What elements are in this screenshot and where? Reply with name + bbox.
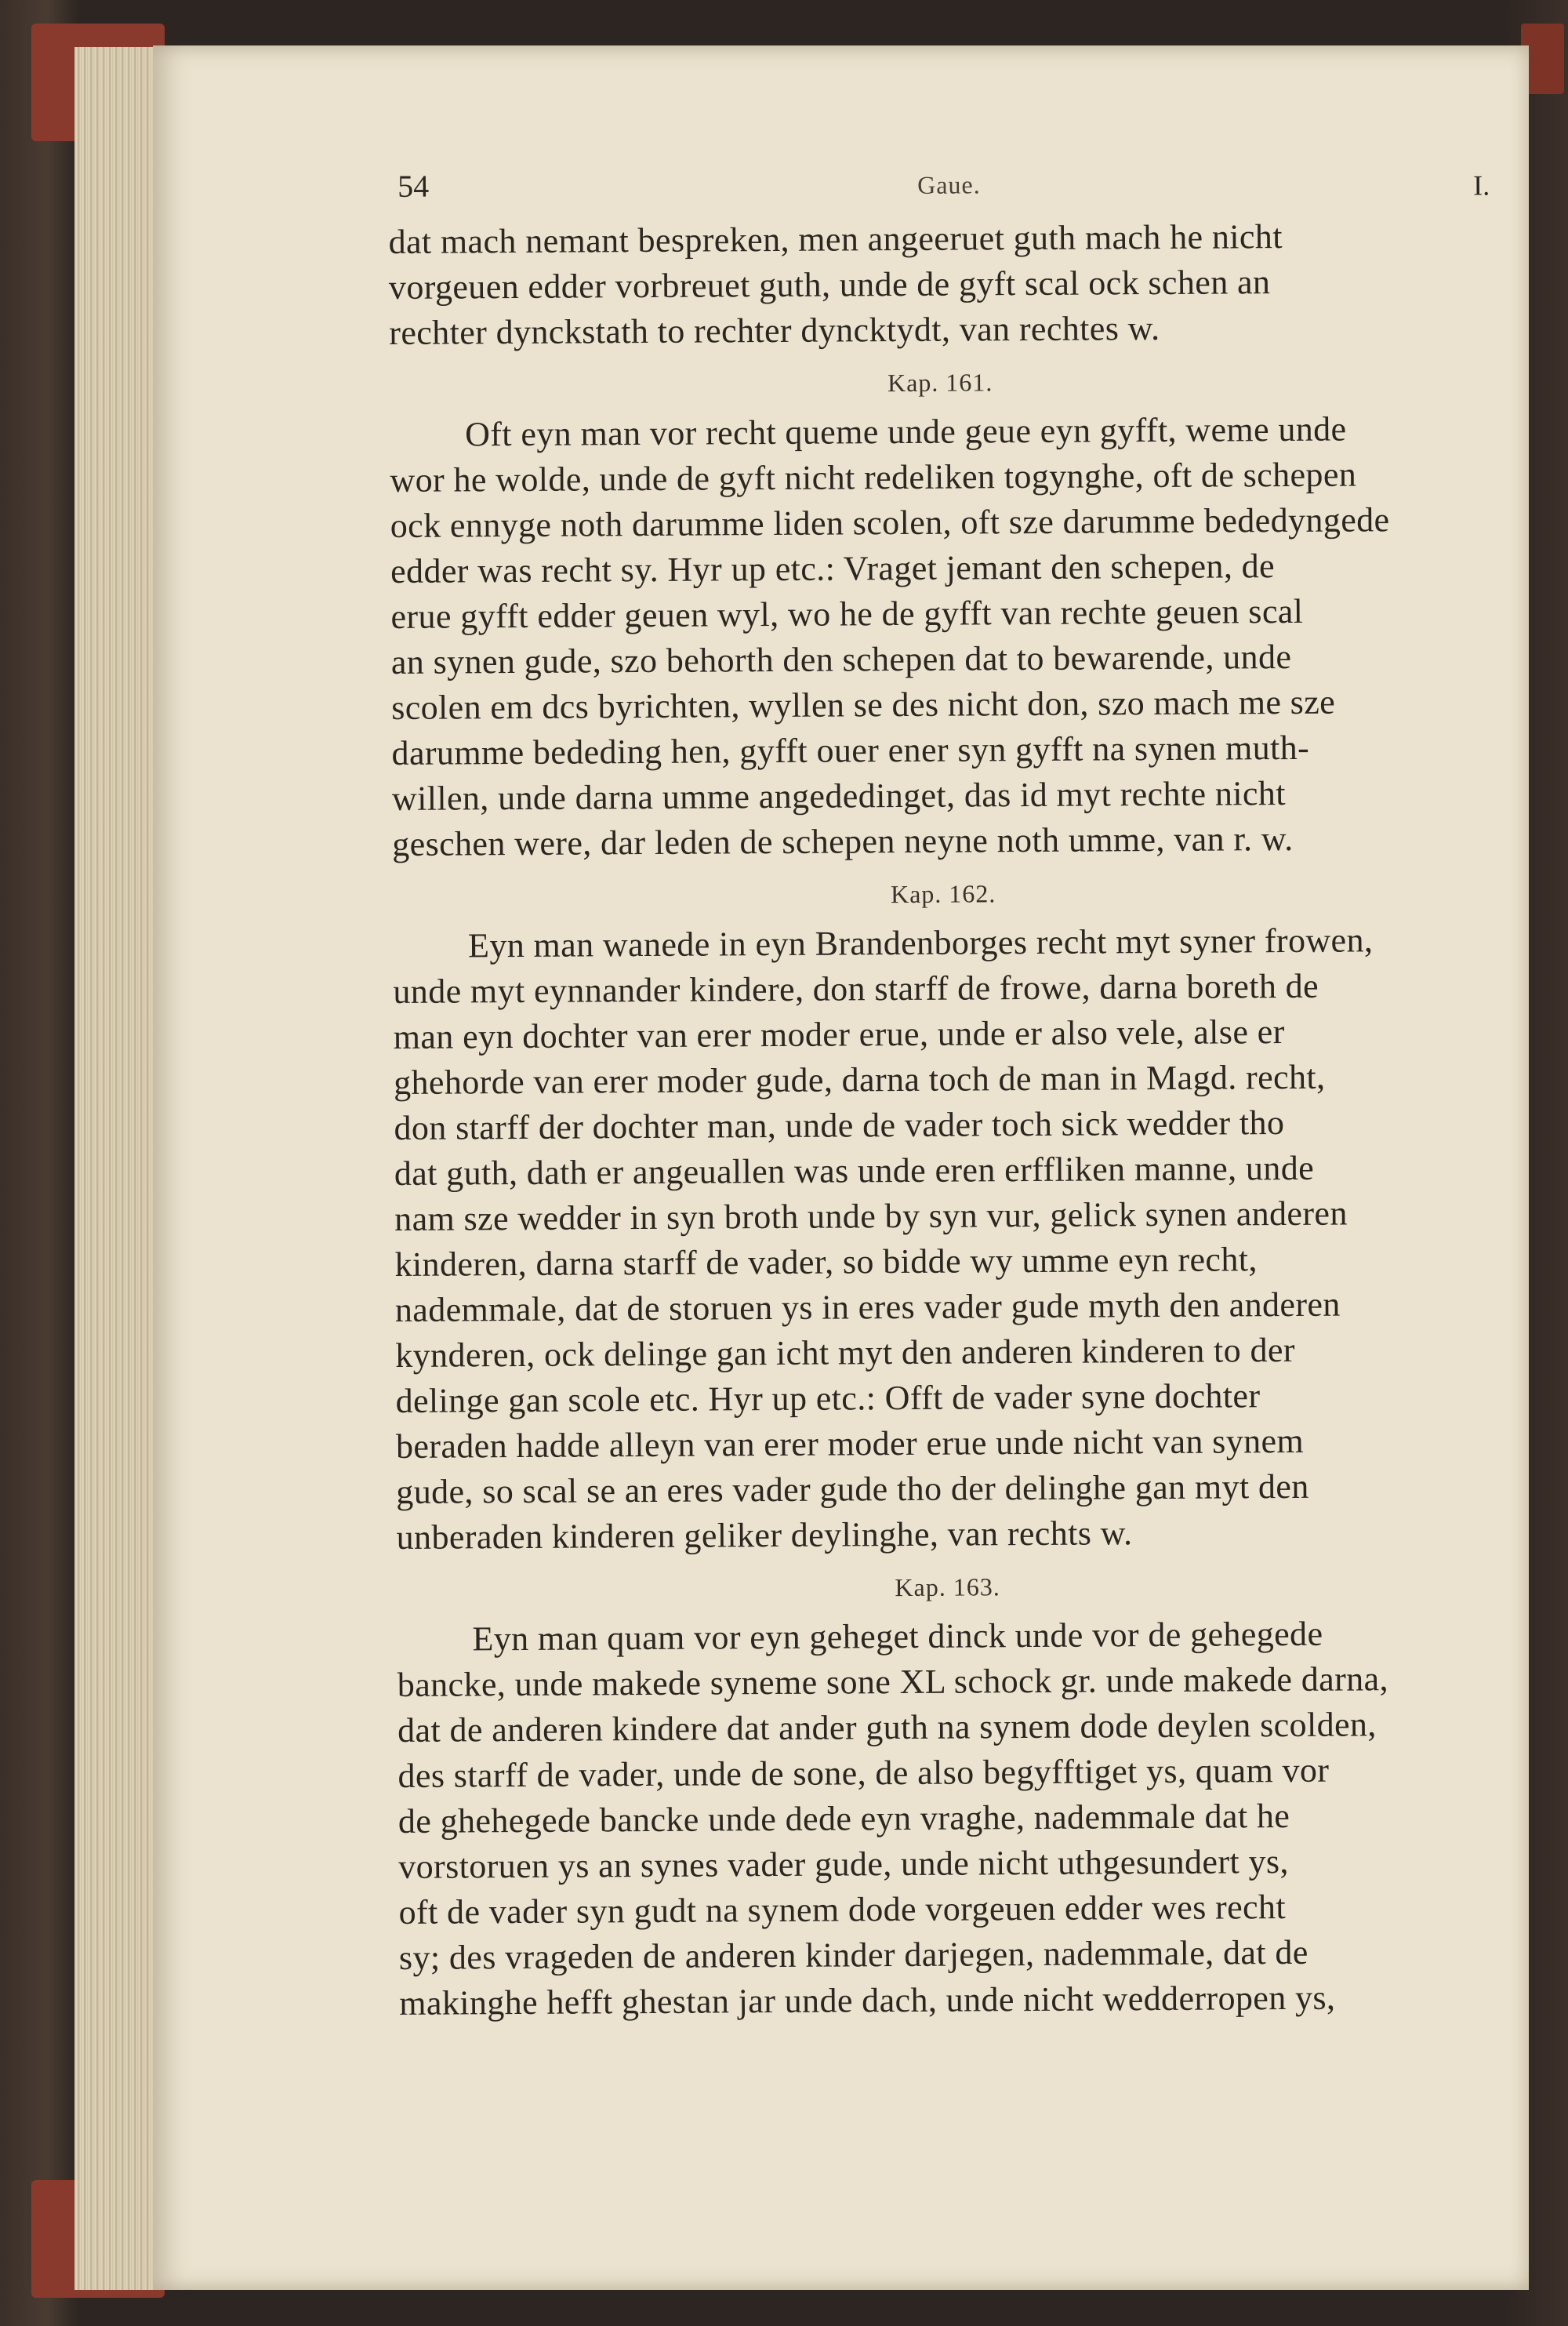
text-line: nademmale, dat de storuen ys in eres vader gude myth den anderen xyxy=(394,1285,1341,1329)
running-head: Gaue. xyxy=(917,170,981,199)
text-line: beraden hadde alleyn van erer moder erue unde nicht van synem xyxy=(395,1421,1305,1466)
text-line: Oft eyn man vor recht queme unde geue eyn gyfft, weme unde xyxy=(464,409,1347,454)
text-line: Eyn man quam vor eyn geheget dinck unde vor de gehegede xyxy=(472,1614,1323,1659)
text-line: kinderen, darna starff de vader, so bidde wy umme eyn recht, xyxy=(394,1240,1258,1284)
page-text xyxy=(388,158,1501,2125)
text-line: gude, so scal se an eres vader gude tho der delinghe gan myt den xyxy=(396,1466,1309,1511)
chapter-heading: Kap. 161. xyxy=(887,368,993,398)
text-line: edder was recht sy. Hyr up etc.: Vraget jemant den schepen, de xyxy=(390,547,1276,591)
text-line: ock ennyge noth darumme liden scolen, oft sze darumme bededyngede xyxy=(390,500,1390,545)
text-line: vorstoruen ys an synes vader gude, unde nicht uthgesundert ys, xyxy=(398,1842,1289,1886)
text-line: don starff der dochter man, unde de vader toch sick wedder tho xyxy=(394,1103,1285,1147)
text-line: willen, unde darna umme angededinget, das id myt rechte nicht xyxy=(391,774,1287,818)
text-line: dat mach nemant bespreken, men angeeruet guth mach he nicht xyxy=(388,217,1283,261)
text-line: unde myt eynnander kindere, don starff de frowe, darna boreth de xyxy=(393,966,1319,1011)
text-line: kynderen, ock delinge gan icht myt den anderen kinderen to der xyxy=(395,1330,1296,1375)
chapter-163 xyxy=(397,1563,1501,2026)
text-line: bancke, unde makede syneme sone XL schock gr. unde makede darna, xyxy=(397,1659,1389,1704)
chapter-161 xyxy=(390,358,1494,867)
text-line: sy; des vrageden de anderen kinder darjegen, nademmale, dat de xyxy=(398,1932,1308,1977)
text-line: an synen gude, szo behorth den schepen dat to bewarende, unde xyxy=(390,637,1292,681)
text-line: darumme bededing hen, gyfft ouer ener syn gyfft na synen muth- xyxy=(391,728,1310,772)
text-line: unberaden kinderen geliker deylinghe, van rechts w. xyxy=(396,1514,1133,1557)
text-line: nam sze wedder in syn broth unde by syn vur, gelick synen anderen xyxy=(394,1194,1348,1238)
text-line: wor he wolde, unde de gyft nicht redeliken togynghe, oft de schepen xyxy=(390,455,1357,500)
text-line: geschen were, dar leden de schepen neyne noth umme, van r. w. xyxy=(392,819,1294,863)
text-line: des starff de vader, unde de sone, de also begyfftiget ys, quam vor xyxy=(397,1750,1330,1795)
text-line: delinge gan scole etc. Hyr up etc.: Offt de vader syne dochter xyxy=(395,1376,1261,1420)
text-line: makinghe hefft ghestan jar unde dach, unde nicht wedderropen ys, xyxy=(399,1978,1336,2023)
text-line: Eyn man wanede in eyn Brandenborges recht myt syner frowen, xyxy=(467,921,1374,965)
text-line: man eyn dochter van erer moder erue, unde er also vele, alse er xyxy=(393,1012,1285,1056)
text-line: scolen em dcs byrichten, wyllen se des nicht don, szo mach me sze xyxy=(391,682,1336,727)
page-header xyxy=(388,158,1490,220)
text-line: rechter dynckstath to rechter dyncktydt, van rechtes w. xyxy=(389,308,1160,352)
text-line: erue gyfft edder geuen wyl, wo he de gyfft van rechte geuen scal xyxy=(390,591,1304,636)
text-line: de ghehegede bancke unde dede eyn vraghe, nademmale dat he xyxy=(397,1797,1290,1841)
text-line: vorgeuen edder vorbreuet guth, unde de gyft scal ock schen an xyxy=(388,263,1271,307)
text-line: ghehorde van erer moder gude, darna toch de man in Magd. recht, xyxy=(394,1057,1326,1102)
chapter-162 xyxy=(393,870,1498,1561)
text-line: oft de vader syn gudt na synem dode vorgeuen edder wes recht xyxy=(398,1888,1287,1932)
chapter-heading: Kap. 162. xyxy=(890,879,996,909)
text-line: dat de anderen kindere dat ander guth na synem dode deylen scolden, xyxy=(397,1705,1377,1750)
chapter-heading: Kap. 163. xyxy=(895,1572,1000,1602)
section-mark: I. xyxy=(1473,169,1490,202)
continuation-paragraph xyxy=(388,213,1490,356)
text-line: dat guth, dath er angeuallen was unde eren erffliken manne, unde xyxy=(394,1148,1315,1193)
page-number: 54 xyxy=(397,168,430,204)
